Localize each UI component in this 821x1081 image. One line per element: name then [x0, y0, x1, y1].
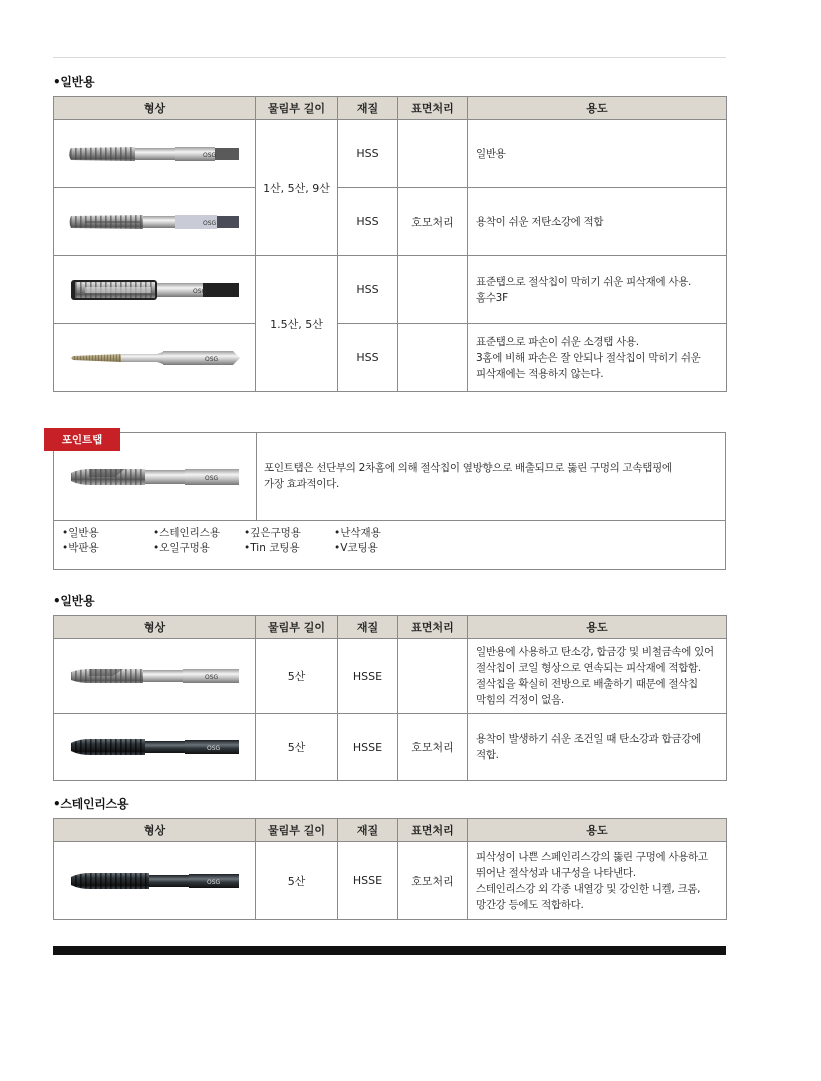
col-header-thread-length: 물림부 길이: [256, 819, 338, 842]
svg-text:OSG: OSG: [192, 287, 206, 295]
tap-image: [54, 120, 256, 188]
surface-cell: [398, 120, 468, 188]
table-row: [54, 639, 727, 714]
spec-table-general: [53, 96, 727, 392]
use-cell: 용착이 쉬운 저탄소강에 적합: [468, 188, 727, 256]
col-header-material: 재질: [338, 616, 398, 639]
col-header-material: 재질: [338, 97, 398, 120]
use-cell: 표준탭으로 파손이 쉬운 소경탭 사용. 3홈에 비해 파손은 잘 안되나 절삭칩이 막히기 쉬운 피삭재에는 적용하지 않는다.: [468, 324, 727, 392]
surface-cell: 호모처리: [398, 842, 468, 920]
tap-image: [54, 256, 256, 324]
top-divider: [53, 57, 726, 58]
point-tap-row: [54, 433, 725, 521]
table-row: [54, 324, 727, 392]
tap-image: [54, 188, 256, 256]
list-item: •난삭재용: [334, 527, 381, 539]
col-header-material: 재질: [338, 819, 398, 842]
table-row: [54, 842, 727, 920]
list-item: •V코팅용: [334, 542, 378, 554]
spec-table-general-2: [53, 615, 727, 781]
list-item: •Tin 코팅용: [244, 542, 300, 554]
use-cell: 일반용: [468, 120, 727, 188]
col-header-use: 용도: [468, 616, 727, 639]
material-cell: HSS: [338, 188, 398, 256]
point-tap-description: 포인트탭은 선단부의 2차홈에 의해 절삭칩이 옆방향으로 배출되므로 뚫린 구멍의 고속탭핑에 가장 효과적이다.: [264, 462, 672, 490]
col-header-surface: 표면처리: [398, 97, 468, 120]
use-cell: 용착이 발생하기 쉬운 조건일 때 탄소강과 합금강에 적합.: [468, 714, 727, 781]
svg-text:OSG: OSG: [204, 674, 218, 681]
col-header-shape: 형상: [54, 97, 256, 120]
tap-image: [54, 324, 256, 392]
use-cell: 일반용에 사용하고 탄소강, 합금강 및 비철금속에 있어 절삭칩이 코일 형상으로 연속되는 피삭재에 적합함. 절삭칩을 확실히 전방으로 배출하기 때문에 절삭칩 막힘의 걱정이 없음.: [468, 639, 727, 714]
svg-text:OSG: OSG: [206, 745, 220, 752]
col-header-shape: 형상: [54, 616, 256, 639]
material-cell: HSSE: [338, 714, 398, 781]
col-header-surface: 표면처리: [398, 819, 468, 842]
material-cell: HSS: [338, 120, 398, 188]
svg-text:OSG: OSG: [202, 151, 216, 159]
col-header-thread-length: 물림부 길이: [256, 616, 338, 639]
list-item: •박판용: [62, 542, 99, 554]
use-cell: 피삭성이 나쁜 스페인리스강의 뚫린 구멍에 사용하고 뛰어난 절삭성과 내구성을 나타낸다. 스테인리스강 외 각종 내열강 및 강인한 니켈, 크롬, 망간강 등에도 적합하다.: [468, 842, 727, 920]
svg-text:OSG: OSG: [202, 219, 216, 227]
table-row: [54, 188, 727, 256]
list-item: •깊은구멍용: [244, 527, 301, 539]
use-cell: 표준탭으로 절삭칩이 막히기 쉬운 피삭재에 사용. 홈수3F: [468, 256, 727, 324]
list-item: •일반용: [62, 527, 99, 539]
material-cell: HSS: [338, 256, 398, 324]
col-header-use: 용도: [468, 97, 727, 120]
col-header-thread-length: 물림부 길이: [256, 97, 338, 120]
spec-table-stainless: [53, 818, 727, 920]
thread-length-cell: 5산: [256, 639, 338, 714]
svg-text:OSG: OSG: [206, 878, 220, 886]
material-cell: HSSE: [338, 842, 398, 920]
svg-text:OSG: OSG: [205, 474, 219, 482]
col-header-shape: 형상: [54, 819, 256, 842]
surface-cell: [398, 639, 468, 714]
tap-image: [54, 639, 256, 714]
point-tap-box: [53, 432, 726, 570]
tap-image: [54, 714, 256, 781]
bottom-bar: [53, 946, 726, 955]
material-cell: HSSE: [338, 639, 398, 714]
surface-cell: 호모처리: [398, 188, 468, 256]
surface-cell: 호모처리: [398, 714, 468, 781]
svg-text:OSG: OSG: [204, 355, 218, 363]
list-item: •오일구멍용: [153, 542, 210, 554]
surface-cell: [398, 324, 468, 392]
thread-length-cell: 1.5산, 5산: [256, 256, 338, 392]
thread-length-cell: 5산: [256, 714, 338, 781]
thread-length-cell: 1산, 5산, 9산: [256, 120, 338, 256]
section-title: •스테인리스용: [53, 797, 129, 811]
table-row: [54, 256, 727, 324]
table-row: [54, 714, 727, 781]
section-title: •일반용: [53, 75, 95, 89]
tap-image: [54, 842, 256, 920]
thread-length-cell: 5산: [256, 842, 338, 920]
section-title: •일반용: [53, 594, 95, 608]
surface-cell: [398, 256, 468, 324]
material-cell: HSS: [338, 324, 398, 392]
table-row: [54, 120, 727, 188]
col-header-surface: 표면처리: [398, 616, 468, 639]
list-item: •스테인리스용: [153, 527, 221, 539]
point-tap-badge: 포인트탭: [44, 428, 120, 451]
col-header-use: 용도: [468, 819, 727, 842]
